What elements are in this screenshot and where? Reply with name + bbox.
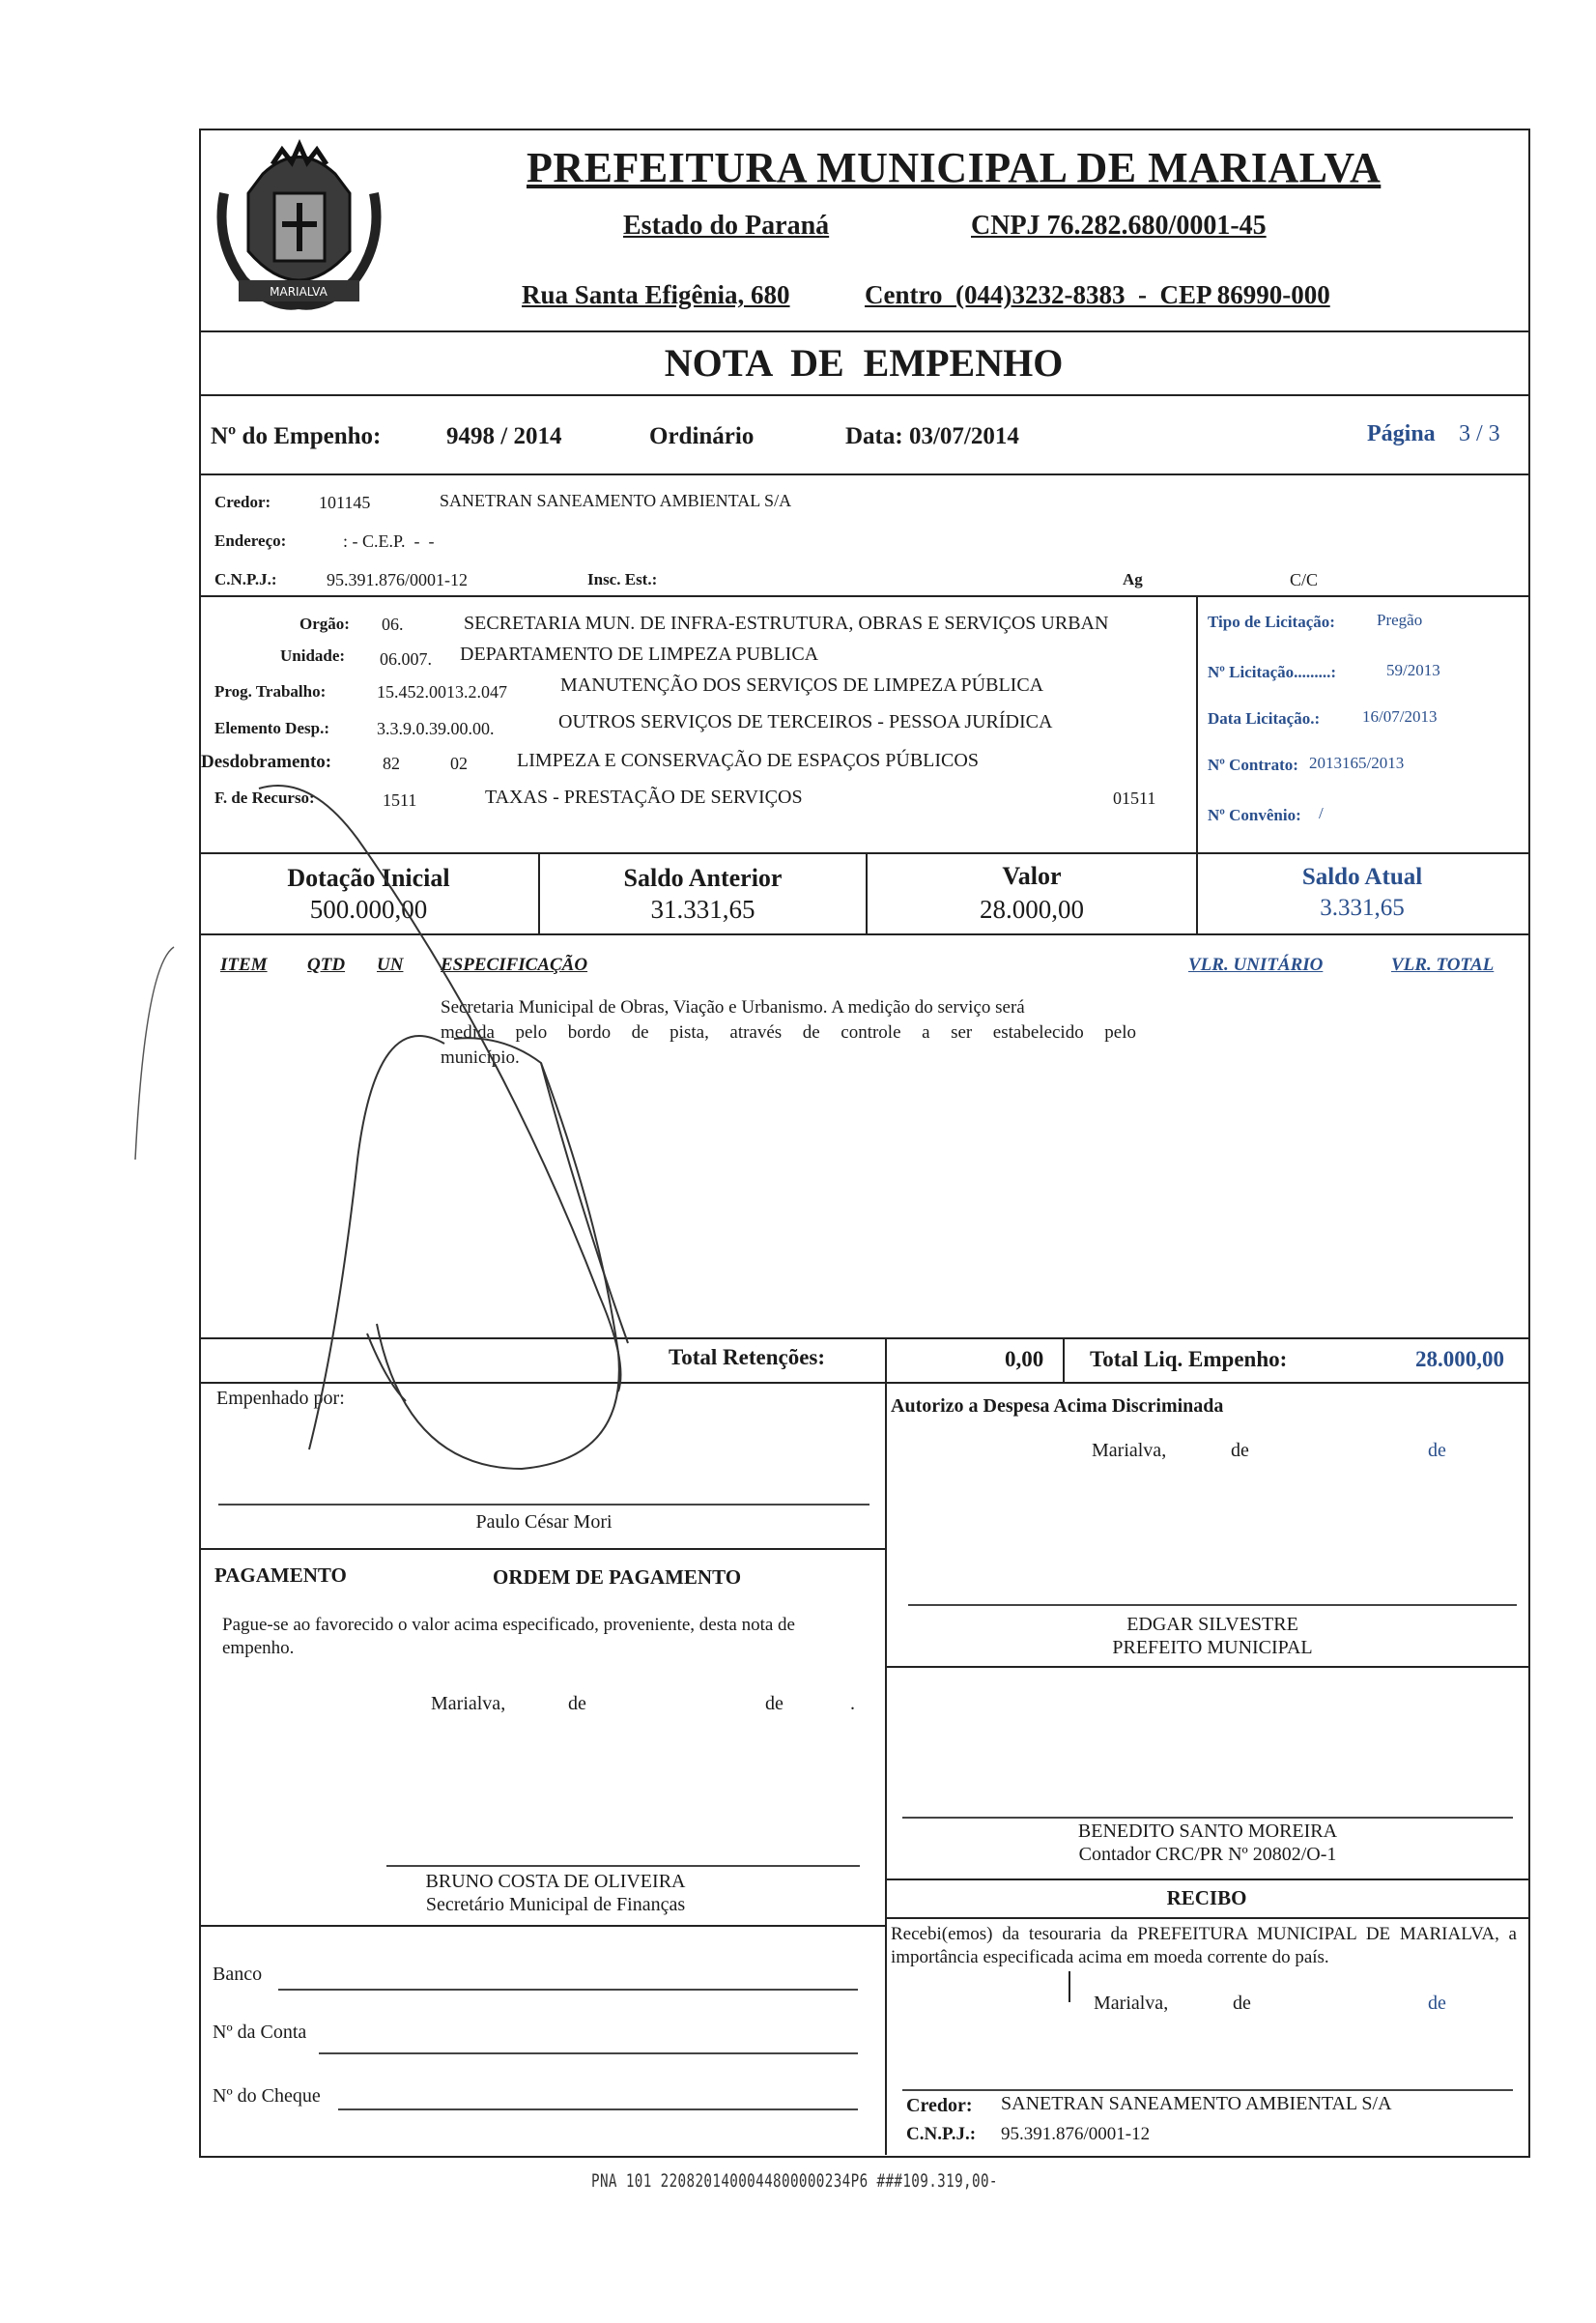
pagamento-text: Pague-se ao favorecido o valor acima especificado, proveniente, desta nota de empenho. [222, 1615, 795, 1658]
spec-line-1: Secretaria Municipal de Obras, Viação e Urbanismo. A medição do serviço será [441, 997, 1025, 1018]
empenho-number-label: Nº do Empenho: [211, 423, 382, 449]
recurso-extra: 01511 [1113, 789, 1156, 808]
desdobramento-name: LIMPEZA E CONSERVAÇÃO DE ESPAÇOS PÚBLICOS [517, 750, 979, 771]
prefeito-name: EDGAR SILVESTRE [1126, 1614, 1298, 1635]
recibo-place: Marialva, [1094, 1993, 1169, 2014]
desdobramento-a: 82 [383, 754, 400, 773]
licitacao-tipo-label: Tipo de Licitação: [1208, 613, 1335, 631]
endereco-label: Endereço: [214, 531, 287, 550]
credor-code: 101145 [319, 493, 371, 512]
prog-code: 15.452.0013.2.047 [377, 682, 507, 702]
licitacao-numero-label: Nº Licitação.........: [1208, 663, 1337, 681]
credor-label: Credor: [214, 493, 271, 511]
coat-of-arms-logo [205, 135, 393, 329]
document-title: NOTA DE EMPENHO [664, 341, 1064, 385]
recibo-de1: de [1233, 1993, 1251, 2014]
spec-line-2: medida pelo bordo de pista, através de controle a ser estabelecido pelo [441, 1022, 1136, 1043]
empenho-type: Ordinário [649, 423, 755, 449]
state-label: Estado do Paraná [623, 211, 830, 241]
cc-label: C/C [1290, 570, 1319, 589]
contador-title: Contador CRC/PR Nº 20802/O-1 [1078, 1844, 1337, 1865]
recurso-code: 1511 [383, 790, 417, 810]
retencoes-value: 0,00 [1005, 1347, 1044, 1371]
unidade-name: DEPARTAMENTO DE LIMPEZA PUBLICA [460, 644, 819, 665]
unidade-code: 06.007. [380, 649, 432, 669]
elemento-code: 3.3.9.0.39.00.00. [377, 719, 495, 738]
dotacao-value: 500.000,00 [309, 895, 428, 924]
licitacao-data-label: Data Licitação.: [1208, 709, 1321, 728]
autorizo-place: Marialva, [1092, 1440, 1167, 1461]
recibo-cnpj: 95.391.876/0001-12 [1001, 2124, 1151, 2144]
conta-label: Nº da Conta [213, 2022, 307, 2043]
convenio-label: Nº Convênio: [1208, 806, 1301, 824]
cheque-label: Nº do Cheque [213, 2085, 321, 2107]
address-label: Rua Santa Efigênia, 680 [522, 280, 790, 309]
banco-label: Banco [213, 1964, 263, 1985]
items-col-vlr-unit: VLR. UNITÁRIO [1188, 955, 1324, 975]
contador-name: BENEDITO SANTO MOREIRA [1077, 1821, 1338, 1842]
pagamento-place: Marialva, [431, 1693, 506, 1714]
saldo-atual-label: Saldo Atual [1301, 864, 1423, 890]
specification-text [441, 995, 1136, 1071]
licitacao-data: 16/07/2013 [1362, 707, 1438, 726]
cnpj-value: 95.391.876/0001-12 [327, 570, 468, 589]
orgao-code: 06. [382, 615, 404, 634]
pagamento-de2: de [765, 1693, 784, 1714]
items-col-espec: ESPECIFICAÇÃO [441, 955, 588, 975]
svg-text:MARIALVA: MARIALVA [270, 285, 328, 299]
items-col-item: ITEM [220, 955, 268, 975]
liq-label: Total Liq. Empenho: [1090, 1347, 1288, 1371]
footer-code: PNA 101 2208201400044800000234P6 ###109.319,00- [591, 2170, 998, 2192]
valor-value: 28.000,00 [980, 895, 1084, 924]
prefeito-title: PREFEITO MUNICIPAL [1112, 1637, 1313, 1658]
municipality-title: PREFEITURA MUNICIPAL DE MARIALVA [527, 144, 1382, 191]
cnpj-header: CNPJ 76.282.680/0001-45 [971, 211, 1267, 241]
ordem-pagamento-title: ORDEM DE PAGAMENTO [493, 1565, 742, 1589]
orgao-label: Orgão: [299, 615, 350, 633]
pagamento-title: PAGAMENTO [214, 1563, 347, 1587]
recurso-label: F. de Recurso: [214, 789, 315, 807]
recibo-credor-label: Credor: [906, 2095, 973, 2116]
saldo-anterior-label: Saldo Anterior [623, 864, 783, 892]
desdobramento-b: 02 [450, 754, 468, 773]
pagamento-de1: de [568, 1693, 586, 1714]
elemento-name: OUTROS SERVIÇOS DE TERCEIROS - PESSOA JURÍDICA [558, 711, 1053, 732]
retencoes-label: Total Retenções: [669, 1345, 826, 1369]
recibo-title: RECIBO [1166, 1886, 1247, 1909]
empenhado-name: Paulo César Mori [475, 1511, 613, 1533]
saldo-atual-value: 3.331,65 [1320, 895, 1405, 921]
credor-name: SANETRAN SANEAMENTO AMBIENTAL S/A [440, 491, 792, 510]
contrato-value: 2013165/2013 [1309, 754, 1405, 772]
recibo-text: Recebi(emos) da tesouraria da PREFEITURA MUNICIPAL DE MARIALVA, a importância especificada acima em moeda corrente do país. [891, 1924, 1517, 1967]
ag-label: Ag [1123, 570, 1143, 588]
empenhado-label: Empenhado por: [216, 1388, 345, 1409]
cnpj-label: C.N.P.J.: [214, 570, 277, 588]
items-col-un: UN [377, 955, 404, 975]
convenio-value: / [1319, 804, 1324, 822]
valor-label: Valor [1002, 862, 1062, 890]
pagamento-dot: . [850, 1693, 855, 1714]
insc-est-label: Insc. Est.: [587, 570, 658, 588]
recibo-cnpj-label: C.N.P.J.: [906, 2124, 977, 2144]
liq-value: 28.000,00 [1415, 1347, 1504, 1371]
licitacao-tipo: Pregão [1377, 611, 1423, 629]
endereco-value: : - C.E.P. - - [343, 531, 435, 551]
elemento-label: Elemento Desp.: [214, 719, 329, 737]
page-label: Página [1367, 421, 1436, 446]
empenho-number: 9498 / 2014 [446, 423, 562, 449]
items-col-qtd: QTD [307, 955, 346, 975]
contact-label: Centro (044)3232-8383 - CEP 86990-000 [865, 280, 1330, 309]
recibo-de2: de [1428, 1993, 1446, 2014]
secretario-name: BRUNO COSTA DE OLIVEIRA [425, 1871, 686, 1892]
orgao-name: SECRETARIA MUN. DE INFRA-ESTRUTURA, OBRAS E SERVIÇOS URBAN [464, 613, 1109, 634]
contrato-label: Nº Contrato: [1208, 756, 1298, 774]
secretario-title: Secretário Municipal de Finanças [425, 1894, 686, 1915]
desdobramento-label: Desdobramento: [201, 752, 332, 772]
licitacao-numero: 59/2013 [1386, 661, 1440, 679]
page-number: 3 / 3 [1459, 421, 1500, 446]
recurso-name: TAXAS - PRESTAÇÃO DE SERVIÇOS [485, 787, 803, 808]
prog-name: MANUTENÇÃO DOS SERVIÇOS DE LIMPEZA PÚBLICA [560, 674, 1044, 696]
prog-label: Prog. Trabalho: [214, 682, 327, 701]
autorizo-de2: de [1428, 1440, 1446, 1461]
items-col-vlr-total: VLR. TOTAL [1391, 955, 1495, 975]
spec-line-3: município. [441, 1047, 520, 1068]
recibo-credor: SANETRAN SANEAMENTO AMBIENTAL S/A [1001, 2093, 1392, 2114]
autorizo-label: Autorizo a Despesa Acima Discriminada [891, 1395, 1224, 1417]
empenho-date: Data: 03/07/2014 [845, 423, 1019, 449]
unidade-label: Unidade: [280, 646, 346, 665]
dotacao-label: Dotação Inicial [287, 864, 450, 892]
saldo-anterior-value: 31.331,65 [650, 895, 755, 924]
autorizo-de1: de [1231, 1440, 1249, 1461]
